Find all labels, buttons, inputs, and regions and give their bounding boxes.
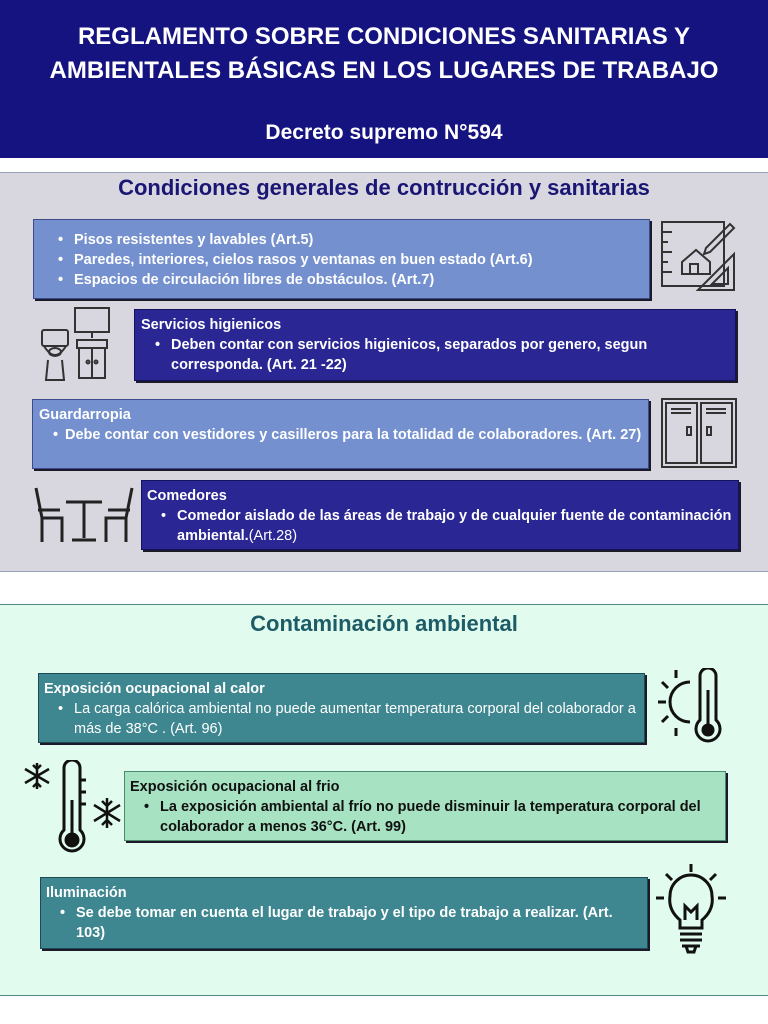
hot-thermometer-icon bbox=[652, 668, 730, 748]
box-cold-exposure bbox=[124, 771, 726, 841]
box-hygiene-services bbox=[134, 309, 736, 381]
list-item: • Deben contar con servicios higienicos, separados por genero, segun corresponda. (Art. 21 -22) bbox=[141, 335, 729, 375]
snowflake-icon bbox=[22, 761, 52, 791]
box-heading: Exposición ocupacional al calor bbox=[44, 681, 265, 697]
section-construction-title: Condiciones generales de contrucción y sanitarias bbox=[118, 175, 650, 200]
header-banner bbox=[0, 0, 768, 158]
snowflake-icon bbox=[90, 796, 124, 830]
list-item: • Se debe tomar en cuenta el lugar de trabajo y el tipo de trabajo a realizar. (Art. 103) bbox=[46, 903, 642, 943]
blueprint-icon bbox=[656, 218, 738, 294]
list-item: • Paredes, interiores, cielos rasos y ventanas en buen estado (Art.6) bbox=[44, 250, 639, 270]
sink-icon bbox=[73, 306, 113, 382]
list-item: • Pisos resistentes y lavables (Art.5) bbox=[44, 230, 639, 250]
box-construction-general bbox=[33, 219, 650, 299]
box-heading: Iluminación bbox=[46, 885, 127, 901]
box-lighting bbox=[40, 877, 648, 949]
article-reference: (Art.28) bbox=[248, 528, 298, 544]
lockers-icon bbox=[660, 397, 738, 469]
box-heading: Exposición ocupacional al frio bbox=[130, 779, 340, 795]
lightbulb-icon bbox=[652, 862, 730, 956]
dining-table-icon bbox=[32, 484, 136, 546]
box-heat-exposure bbox=[38, 673, 645, 743]
section-environment-title: Contaminación ambiental bbox=[250, 611, 518, 636]
document-subtitle: Decreto supremo N°594 bbox=[265, 121, 503, 144]
list-item: • Debe contar con vestidores y casilleros para la totalidad de colaboradores. (Art. 27) bbox=[39, 425, 642, 445]
list-item: • La exposición ambiental al frío no puede disminuir la temperatura corporal del colaborador a menos 36°C. (Art. 99) bbox=[130, 797, 720, 837]
toilet-icon bbox=[38, 328, 72, 382]
box-wardrobe bbox=[32, 399, 649, 469]
box-heading: Guardarropia bbox=[39, 407, 131, 423]
box-dining bbox=[141, 480, 739, 550]
box-heading: Servicios higienicos bbox=[141, 317, 282, 333]
list-item: • La carga calórica ambiental no puede aumentar temperatura corporal del colaborador a más de 38°C . (Art. 96) bbox=[44, 699, 639, 739]
document-title: REGLAMENTO SOBRE CONDICIONES SANITARIAS Y AMBIENTALES BÁSICAS EN LOS LUGARES DE TRABAJO bbox=[49, 23, 719, 84]
list-item-text: Comedor aislado de las áreas de trabajo y de cualquier fuente de contaminación ambiental. bbox=[177, 508, 732, 544]
list-item: • Espacios de circulación libres de obstáculos. (Art.7) bbox=[44, 270, 639, 290]
cold-thermometer-icon bbox=[52, 760, 92, 858]
box-heading: Comedores bbox=[147, 488, 227, 504]
list-item bbox=[147, 506, 733, 546]
